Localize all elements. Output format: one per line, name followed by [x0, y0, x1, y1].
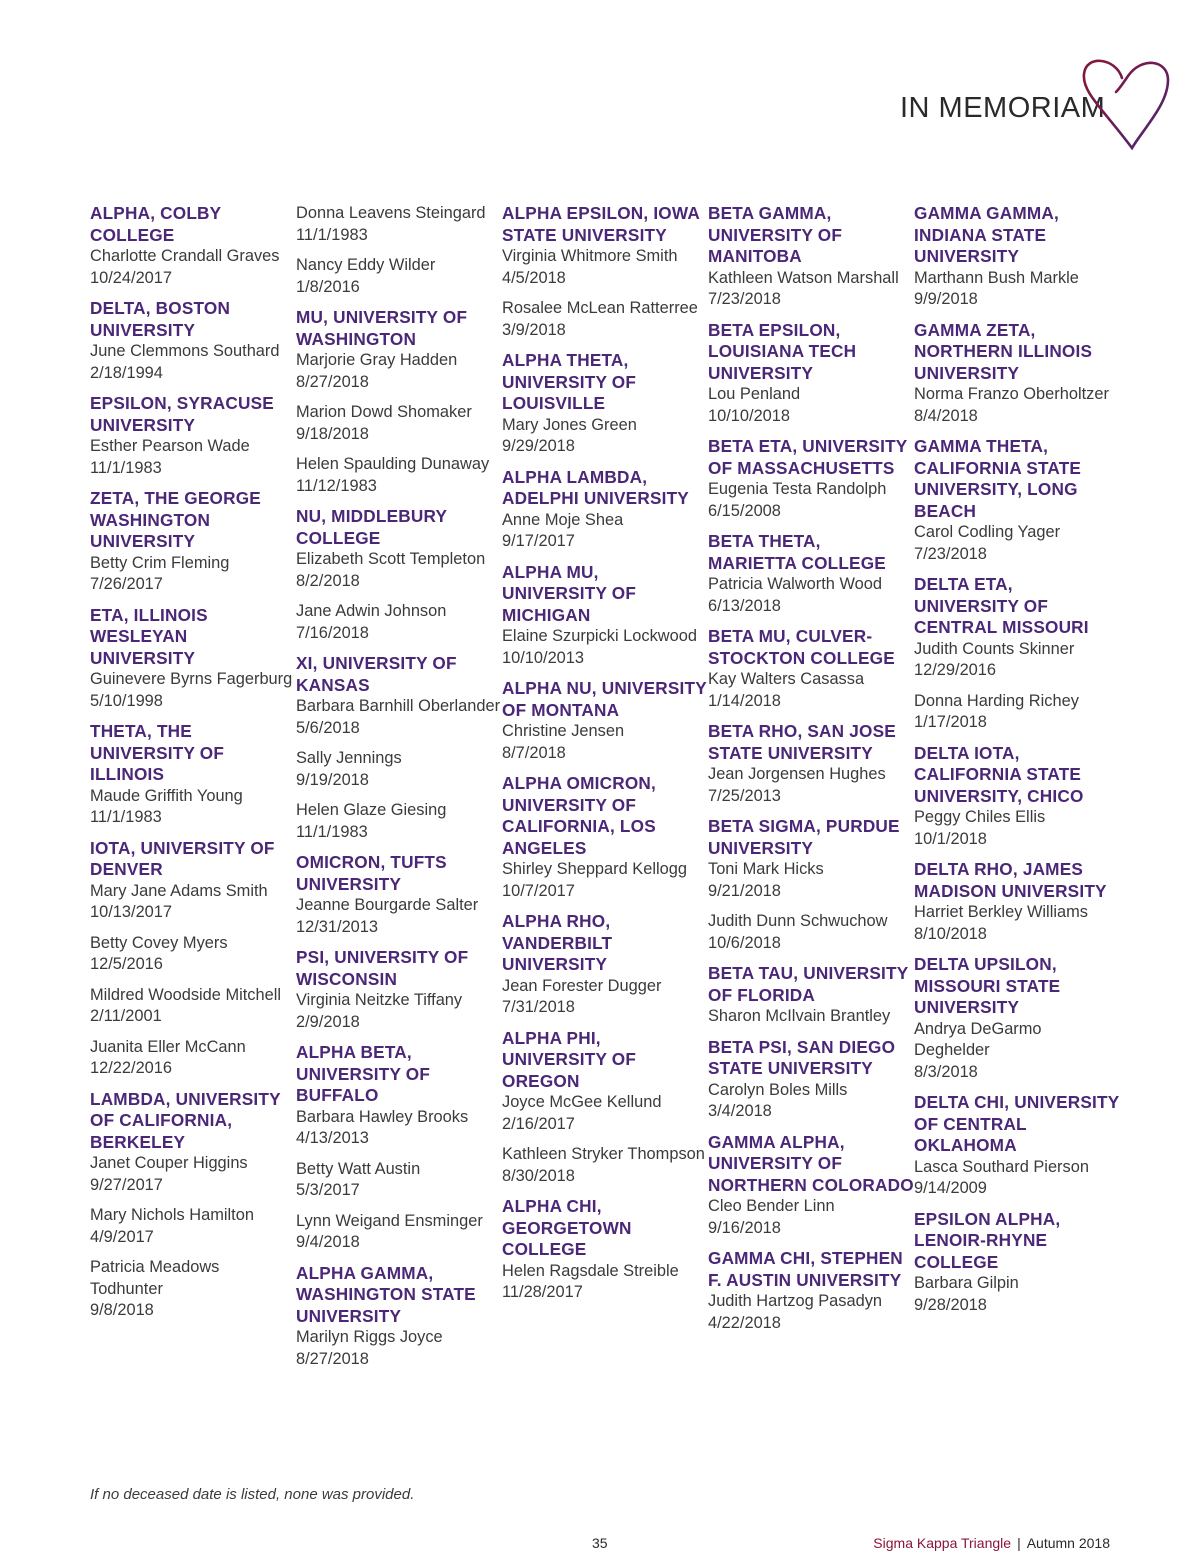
chapter-group [296, 203, 502, 298]
chapter-group [296, 852, 502, 938]
member-name: Elaine Szurpicki Lockwood [502, 627, 697, 645]
memorial-entry [708, 1291, 914, 1334]
memorial-entry [90, 669, 296, 712]
member-name: Maude Griffith Young [90, 786, 243, 805]
memorial-entry [296, 1107, 502, 1150]
chapter-heading: BETA PSI, SAN DIEGO STATE UNIVERSITY [708, 1036, 896, 1078]
member-name: Barbara Barnhill Oberlander [296, 697, 501, 715]
member-name: Marilyn Riggs Joyce [296, 1328, 443, 1346]
chapter-heading: DELTA RHO, JAMES MADISON UNIVERSITY [914, 859, 1107, 901]
member-name: Sally Jennings [296, 749, 402, 767]
deceased-date: 8/3/2018 [914, 1062, 978, 1081]
chapter-group [708, 320, 914, 428]
chapter-heading: IOTA, UNIVERSITY OF DENVER [90, 837, 275, 879]
member-name: Jane Adwin Johnson [296, 602, 447, 620]
chapter-group [708, 1132, 914, 1240]
memorial-entry [708, 669, 914, 712]
memorial-entry [296, 1211, 502, 1254]
deceased-date: 3/9/2018 [502, 320, 566, 339]
deceased-date: 9/4/2018 [296, 1233, 360, 1251]
member-name: Nancy Eddy Wilder [296, 256, 436, 274]
chapter-heading: BETA MU, CULVER-STOCKTON COLLEGE [708, 626, 895, 668]
memorial-entry [914, 1273, 1120, 1316]
chapter-group [914, 859, 1120, 945]
memorial-entry [296, 748, 502, 791]
chapter-group [708, 963, 914, 1028]
member-name: Juanita Eller McCann [90, 1037, 246, 1056]
page-header [0, 0, 1200, 180]
deceased-date: 11/1/1983 [296, 822, 368, 841]
memorial-entry [914, 902, 1120, 945]
deceased-date: 11/1/1983 [90, 458, 162, 477]
deceased-date: 10/7/2017 [502, 881, 575, 900]
chapter-heading: ALPHA CHI, GEORGETOWN COLLEGE [502, 1196, 632, 1259]
deceased-date: 12/5/2016 [90, 955, 163, 973]
member-name: Janet Couper Higgins [90, 1154, 248, 1172]
memorial-entry [296, 402, 502, 445]
chapter-heading: OMICRON, TUFTS UNIVERSITY [296, 852, 447, 894]
memorial-entry [502, 1144, 708, 1187]
memorial-entry [914, 522, 1120, 565]
memoriam-column [90, 203, 296, 1379]
deceased-date: 9/27/2017 [90, 1175, 163, 1194]
member-name: Mary Jones Green [502, 415, 637, 434]
deceased-date: 4/13/2013 [296, 1129, 369, 1147]
chapter-group [708, 816, 914, 954]
heart-outline-icon [1072, 48, 1172, 154]
chapter-group [708, 1037, 914, 1123]
deceased-date: 10/1/2018 [914, 829, 987, 848]
deceased-date: 7/23/2018 [914, 544, 987, 563]
chapter-group [90, 838, 296, 1080]
chapter-heading: ALPHA RHO, VANDERBILT UNIVERSITY [502, 911, 613, 974]
chapter-heading: DELTA UPSILON, MISSOURI STATE UNIVERSITY [914, 954, 1061, 1017]
deceased-date: 5/3/2017 [296, 1181, 360, 1199]
chapter-heading: BETA ETA, UNIVERSITY OF MASSACHUSETTS [708, 436, 908, 478]
chapter-group [914, 954, 1120, 1083]
memoriam-columns [90, 203, 1130, 1379]
chapter-group [502, 562, 708, 670]
member-name: Carol Codling Yager [914, 523, 1061, 541]
member-name: Joyce McGee Kellund [502, 1093, 662, 1111]
memorial-entry [90, 786, 296, 829]
chapter-heading: ALPHA GAMMA, WASHINGTON STATE UNIVERSITY [296, 1262, 476, 1326]
deceased-date: 1/8/2016 [296, 277, 360, 296]
memorial-entry [708, 268, 914, 311]
member-name: Sharon McIlvain Brantley [708, 1007, 891, 1025]
memorial-entry [914, 268, 1120, 311]
chapter-heading: ALPHA LAMBDA, ADELPHI UNIVERSITY [502, 466, 689, 508]
member-name: Kathleen Watson Marshall [708, 268, 899, 287]
deceased-date: 7/25/2013 [708, 786, 781, 805]
memorial-entry [502, 1092, 708, 1135]
chapter-heading: BETA RHO, SAN JOSE STATE UNIVERSITY [708, 721, 896, 763]
chapter-heading: ETA, ILLINOIS WESLEYAN UNIVERSITY [90, 604, 208, 668]
memorial-entry [296, 1159, 502, 1202]
deceased-date: 1/17/2018 [914, 713, 987, 731]
deceased-date: 8/27/2018 [296, 372, 369, 391]
chapter-group [90, 488, 296, 596]
deceased-date: 10/6/2018 [708, 933, 781, 952]
memoriam-column [708, 203, 914, 1379]
deceased-date: 7/26/2017 [90, 575, 163, 593]
chapter-heading: BETA EPSILON, LOUISIANA TECH UNIVERSITY [708, 319, 857, 383]
memorial-entry [90, 1257, 296, 1322]
member-name: Kay Walters Casassa [708, 670, 865, 688]
memorial-entry [90, 933, 296, 976]
chapter-heading: NU, MIDDLEBURY COLLEGE [296, 506, 447, 548]
memorial-entry [296, 1327, 502, 1370]
deceased-date: 3/4/2018 [708, 1102, 772, 1120]
member-name: Betty Watt Austin [296, 1159, 421, 1178]
member-name: Shirley Sheppard Kellogg [502, 860, 687, 878]
member-name: Helen Spaulding Dunaway [296, 455, 490, 473]
chapter-group [502, 773, 708, 902]
chapter-group [914, 203, 1120, 311]
chapter-heading: EPSILON ALPHA, LENOIR-RHYNE COLLEGE [914, 1208, 1061, 1272]
chapter-heading: ALPHA OMICRON, UNIVERSITY OF CALIFORNIA, LOS ANGELES [502, 773, 656, 858]
memorial-entry [502, 1261, 708, 1304]
footnote: If no deceased date is listed, none was provided. [90, 1486, 415, 1503]
member-name: Jeanne Bourgarde Salter [296, 896, 479, 914]
chapter-group [708, 1248, 914, 1334]
memorial-entry [502, 626, 708, 669]
deceased-date: 12/22/2016 [90, 1059, 173, 1077]
memorial-entry [502, 859, 708, 902]
chapter-group [90, 1089, 296, 1322]
member-name: Anne Moje Shea [502, 510, 624, 529]
memorial-entry [90, 1037, 296, 1080]
member-name: Barbara Hawley Brooks [296, 1107, 469, 1126]
chapter-group [90, 393, 296, 479]
member-name: Kathleen Stryker Thompson [502, 1145, 705, 1163]
memorial-entry [296, 895, 502, 938]
member-name: Charlotte Crandall Graves [90, 247, 280, 265]
memorial-entry [296, 696, 502, 739]
deceased-date: 2/9/2018 [296, 1012, 360, 1031]
member-name: Harriet Berkley Williams [914, 903, 1088, 921]
chapter-group [296, 653, 502, 843]
chapter-heading: ZETA, THE GEORGE WASHINGTON UNIVERSITY [90, 488, 261, 551]
page-number: 35 [592, 1535, 608, 1551]
memorial-entry [502, 721, 708, 764]
deceased-date: 6/13/2018 [708, 596, 781, 615]
memorial-entry [502, 510, 708, 553]
deceased-date: 2/18/1994 [90, 363, 163, 382]
memorial-entry [90, 985, 296, 1028]
chapter-heading: DELTA CHI, UNIVERSITY OF CENTRAL OKLAHOMA [914, 1092, 1120, 1155]
memorial-entry [90, 553, 296, 596]
memorial-entry [914, 1157, 1120, 1200]
member-name: Jean Jorgensen Hughes [708, 765, 886, 783]
chapter-heading: ALPHA BETA, UNIVERSITY OF BUFFALO [296, 1042, 431, 1105]
publication-name: Sigma Kappa Triangle [873, 1535, 1012, 1551]
deceased-date: 8/27/2018 [296, 1349, 369, 1368]
chapter-heading: XI, UNIVERSITY OF KANSAS [296, 653, 457, 695]
chapter-group [296, 1263, 502, 1371]
member-name: Norma Franzo Oberholtzer [914, 385, 1109, 403]
member-name: Helen Ragsdale Streible [502, 1261, 679, 1280]
chapter-heading: THETA, THE UNIVERSITY OF ILLINOIS [90, 721, 225, 784]
chapter-heading: ALPHA PHI, UNIVERSITY OF OREGON [502, 1027, 637, 1091]
deceased-date: 11/12/1983 [296, 476, 377, 495]
memorial-entry [708, 859, 914, 902]
deceased-date: 10/24/2017 [90, 268, 173, 287]
memorial-entry [296, 203, 502, 246]
memorial-entry [708, 911, 914, 954]
memoriam-column [914, 203, 1120, 1379]
chapter-group [708, 531, 914, 617]
publication-footer [873, 1535, 1110, 1551]
member-name: Eugenia Testa Randolph [708, 480, 887, 498]
member-name: Toni Mark Hicks [708, 860, 824, 878]
chapter-group [90, 298, 296, 384]
deceased-date: 7/23/2018 [708, 290, 781, 308]
chapter-heading: GAMMA GAMMA, INDIANA STATE UNIVERSITY [914, 203, 1059, 266]
member-name: Marion Dowd Shomaker [296, 403, 472, 421]
chapter-group [502, 350, 708, 458]
deceased-date: 10/10/2018 [708, 406, 791, 425]
member-name: Mary Nichols Hamilton [90, 1206, 254, 1224]
member-name: Esther Pearson Wade [90, 437, 250, 455]
chapter-heading: DELTA, BOSTON UNIVERSITY [90, 298, 231, 340]
memorial-entry [296, 454, 502, 497]
member-name: Judith Counts Skinner [914, 639, 1075, 658]
memorial-entry [708, 1196, 914, 1239]
deceased-date: 2/16/2017 [502, 1114, 575, 1133]
deceased-date: 5/6/2018 [296, 718, 360, 737]
memorial-entry [914, 807, 1120, 850]
chapter-group [502, 911, 708, 1019]
memorial-entry [708, 479, 914, 522]
member-name: Jean Forester Dugger [502, 976, 662, 995]
chapter-heading: EPSILON, SYRACUSE UNIVERSITY [90, 393, 274, 435]
member-name: Peggy Chiles Ellis [914, 808, 1046, 826]
member-name: Helen Glaze Giesing [296, 801, 447, 819]
member-name: Betty Crim Fleming [90, 553, 230, 572]
chapter-heading: LAMBDA, UNIVERSITY OF CALIFORNIA, BERKELEY [90, 1088, 281, 1152]
deceased-date: 8/30/2018 [502, 1166, 575, 1185]
memorial-entry [90, 1205, 296, 1248]
chapter-group [90, 203, 296, 289]
chapter-heading: GAMMA ALPHA, UNIVERSITY OF NORTHERN COLORADO [708, 1131, 914, 1195]
member-name: Guinevere Byrns Fagerburg [90, 670, 293, 688]
member-name: Donna Harding Richey [914, 691, 1079, 710]
chapter-heading: DELTA ETA, UNIVERSITY OF CENTRAL MISSOURI [914, 574, 1089, 637]
member-name: Lynn Weigand Ensminger [296, 1211, 483, 1230]
chapter-group [502, 203, 708, 341]
deceased-date: 9/19/2018 [296, 770, 369, 789]
deceased-date: 9/28/2018 [914, 1295, 987, 1314]
memorial-entry [502, 298, 708, 341]
deceased-date: 7/31/2018 [502, 998, 575, 1016]
footer-separator: | [1017, 1535, 1021, 1551]
member-name: Patricia Walworth Wood [708, 575, 882, 593]
member-name: Elizabeth Scott Templeton [296, 550, 486, 568]
member-name: Virginia Neitzke Tiffany [296, 991, 463, 1009]
memorial-entry [708, 1006, 914, 1028]
memorial-entry [708, 574, 914, 617]
member-name: Barbara Gilpin [914, 1274, 1019, 1292]
memorial-entry [914, 384, 1120, 427]
memorial-entry [296, 549, 502, 592]
deceased-date: 8/10/2018 [914, 924, 987, 943]
member-name: Lasca Southard Pierson [914, 1157, 1089, 1176]
memorial-entry [90, 341, 296, 384]
deceased-date: 12/31/2013 [296, 917, 379, 936]
deceased-date: 11/28/2017 [502, 1283, 583, 1301]
chapter-group [914, 1209, 1120, 1317]
memorial-entry [502, 976, 708, 1019]
chapter-group [708, 626, 914, 712]
deceased-date: 4/5/2018 [502, 268, 566, 287]
deceased-date: 9/16/2018 [708, 1218, 781, 1237]
chapter-heading: ALPHA THETA, UNIVERSITY OF LOUISVILLE [502, 350, 637, 413]
chapter-heading: GAMMA ZETA, NORTHERN ILLINOIS UNIVERSITY [914, 319, 1093, 383]
deceased-date: 4/9/2017 [90, 1227, 154, 1246]
deceased-date: 9/21/2018 [708, 881, 781, 900]
memorial-entry [296, 350, 502, 393]
member-name: Cleo Bender Linn [708, 1197, 835, 1215]
member-name: Judith Dunn Schwuchow [708, 912, 888, 930]
deceased-date: 12/29/2016 [914, 661, 997, 679]
chapter-heading: ALPHA NU, UNIVERSITY OF MONTANA [502, 678, 707, 720]
member-name: Mary Jane Adams Smith [90, 881, 268, 900]
member-name: Christine Jensen [502, 722, 625, 740]
chapter-heading: DELTA IOTA, CALIFORNIA STATE UNIVERSITY, CHICO [914, 742, 1084, 806]
member-name: Lou Penland [708, 385, 801, 403]
member-name: Betty Covey Myers [90, 933, 228, 952]
chapter-group [90, 605, 296, 713]
deceased-date: 9/17/2017 [502, 532, 575, 550]
deceased-date: 8/2/2018 [296, 571, 360, 590]
memorial-entry [914, 639, 1120, 682]
deceased-date: 11/1/1983 [90, 808, 162, 826]
memorial-entry [914, 1019, 1120, 1084]
member-name: Donna Leavens Steingard [296, 204, 486, 222]
chapter-heading: ALPHA, COLBY COLLEGE [90, 203, 221, 245]
deceased-date: 4/22/2018 [708, 1313, 781, 1332]
memorial-entry [296, 990, 502, 1033]
chapter-group [708, 436, 914, 522]
chapter-group [914, 436, 1120, 565]
chapter-group [502, 1028, 708, 1188]
chapter-heading: GAMMA THETA, CALIFORNIA STATE UNIVERSITY, LONG BEACH [914, 436, 1082, 521]
deceased-date: 2/11/2001 [90, 1007, 162, 1025]
chapter-heading: BETA TAU, UNIVERSITY OF FLORIDA [708, 963, 909, 1005]
deceased-date: 1/14/2018 [708, 691, 781, 710]
memoriam-column [502, 203, 708, 1379]
memorial-entry [708, 1080, 914, 1123]
chapter-heading: GAMMA CHI, STEPHEN F. AUSTIN UNIVERSITY [708, 1248, 903, 1290]
chapter-heading: PSI, UNIVERSITY OF WISCONSIN [296, 947, 469, 989]
memorial-entry [90, 1153, 296, 1196]
memoriam-column [296, 203, 502, 1379]
member-name: Marthann Bush Markle [914, 268, 1079, 287]
chapter-heading: BETA THETA, MARIETTA COLLEGE [708, 531, 886, 573]
chapter-group [90, 721, 296, 829]
chapter-group [914, 574, 1120, 734]
memorial-entry [708, 384, 914, 427]
deceased-date: 10/10/2013 [502, 648, 585, 667]
deceased-date: 10/13/2017 [90, 903, 173, 921]
chapter-group [708, 203, 914, 311]
memorial-entry [708, 764, 914, 807]
chapter-group [296, 307, 502, 497]
memorial-entry [502, 246, 708, 289]
deceased-date: 11/1/1983 [296, 225, 368, 244]
chapter-group [296, 506, 502, 644]
member-name: Rosalee McLean Ratterree [502, 299, 698, 317]
issue-label: Autumn 2018 [1026, 1535, 1110, 1551]
chapter-heading: ALPHA MU, UNIVERSITY OF MICHIGAN [502, 561, 637, 625]
memorial-entry [90, 881, 296, 924]
memorial-entry [296, 800, 502, 843]
deceased-date: 9/29/2018 [502, 437, 575, 455]
deceased-date: 9/9/2018 [914, 290, 978, 308]
page-title: IN MEMORIAM [900, 92, 1106, 124]
chapter-group [502, 678, 708, 764]
chapter-heading: BETA SIGMA, PURDUE UNIVERSITY [708, 816, 900, 858]
member-name: Andrya DeGarmo Deghelder [914, 1019, 1042, 1059]
chapter-heading: MU, UNIVERSITY OF WASHINGTON [296, 307, 468, 349]
chapter-group [708, 721, 914, 807]
memorial-entry [914, 691, 1120, 734]
member-name: Carolyn Boles Mills [708, 1080, 848, 1099]
deceased-date: 9/14/2009 [914, 1179, 987, 1197]
member-name: Virginia Whitmore Smith [502, 247, 678, 265]
chapter-heading: BETA GAMMA, UNIVERSITY OF MANITOBA [708, 203, 843, 266]
memorial-entry [90, 436, 296, 479]
chapter-group [914, 1092, 1120, 1200]
chapter-group [914, 320, 1120, 428]
chapter-group [296, 1042, 502, 1254]
member-name: Marjorie Gray Hadden [296, 351, 458, 369]
deceased-date: 6/15/2008 [708, 501, 781, 520]
member-name: Judith Hartzog Pasadyn [708, 1292, 883, 1310]
member-name: June Clemmons Southard [90, 342, 280, 360]
memorial-entry [90, 246, 296, 289]
deceased-date: 7/16/2018 [296, 623, 369, 642]
memorial-entry [296, 255, 502, 298]
member-name: Patricia Meadows Todhunter [90, 1258, 220, 1298]
member-name: Mildred Woodside Mitchell [90, 985, 281, 1004]
chapter-group [914, 743, 1120, 851]
deceased-date: 8/7/2018 [502, 743, 566, 762]
deceased-date: 8/4/2018 [914, 406, 978, 425]
chapter-group [502, 467, 708, 553]
memorial-entry [502, 415, 708, 458]
chapter-heading: ALPHA EPSILON, IOWA STATE UNIVERSITY [502, 203, 700, 245]
deceased-date: 9/18/2018 [296, 424, 369, 443]
deceased-date: 9/8/2018 [90, 1301, 154, 1319]
chapter-group [296, 947, 502, 1033]
deceased-date: 5/10/1998 [90, 691, 163, 710]
chapter-group [502, 1196, 708, 1304]
memorial-entry [296, 601, 502, 644]
